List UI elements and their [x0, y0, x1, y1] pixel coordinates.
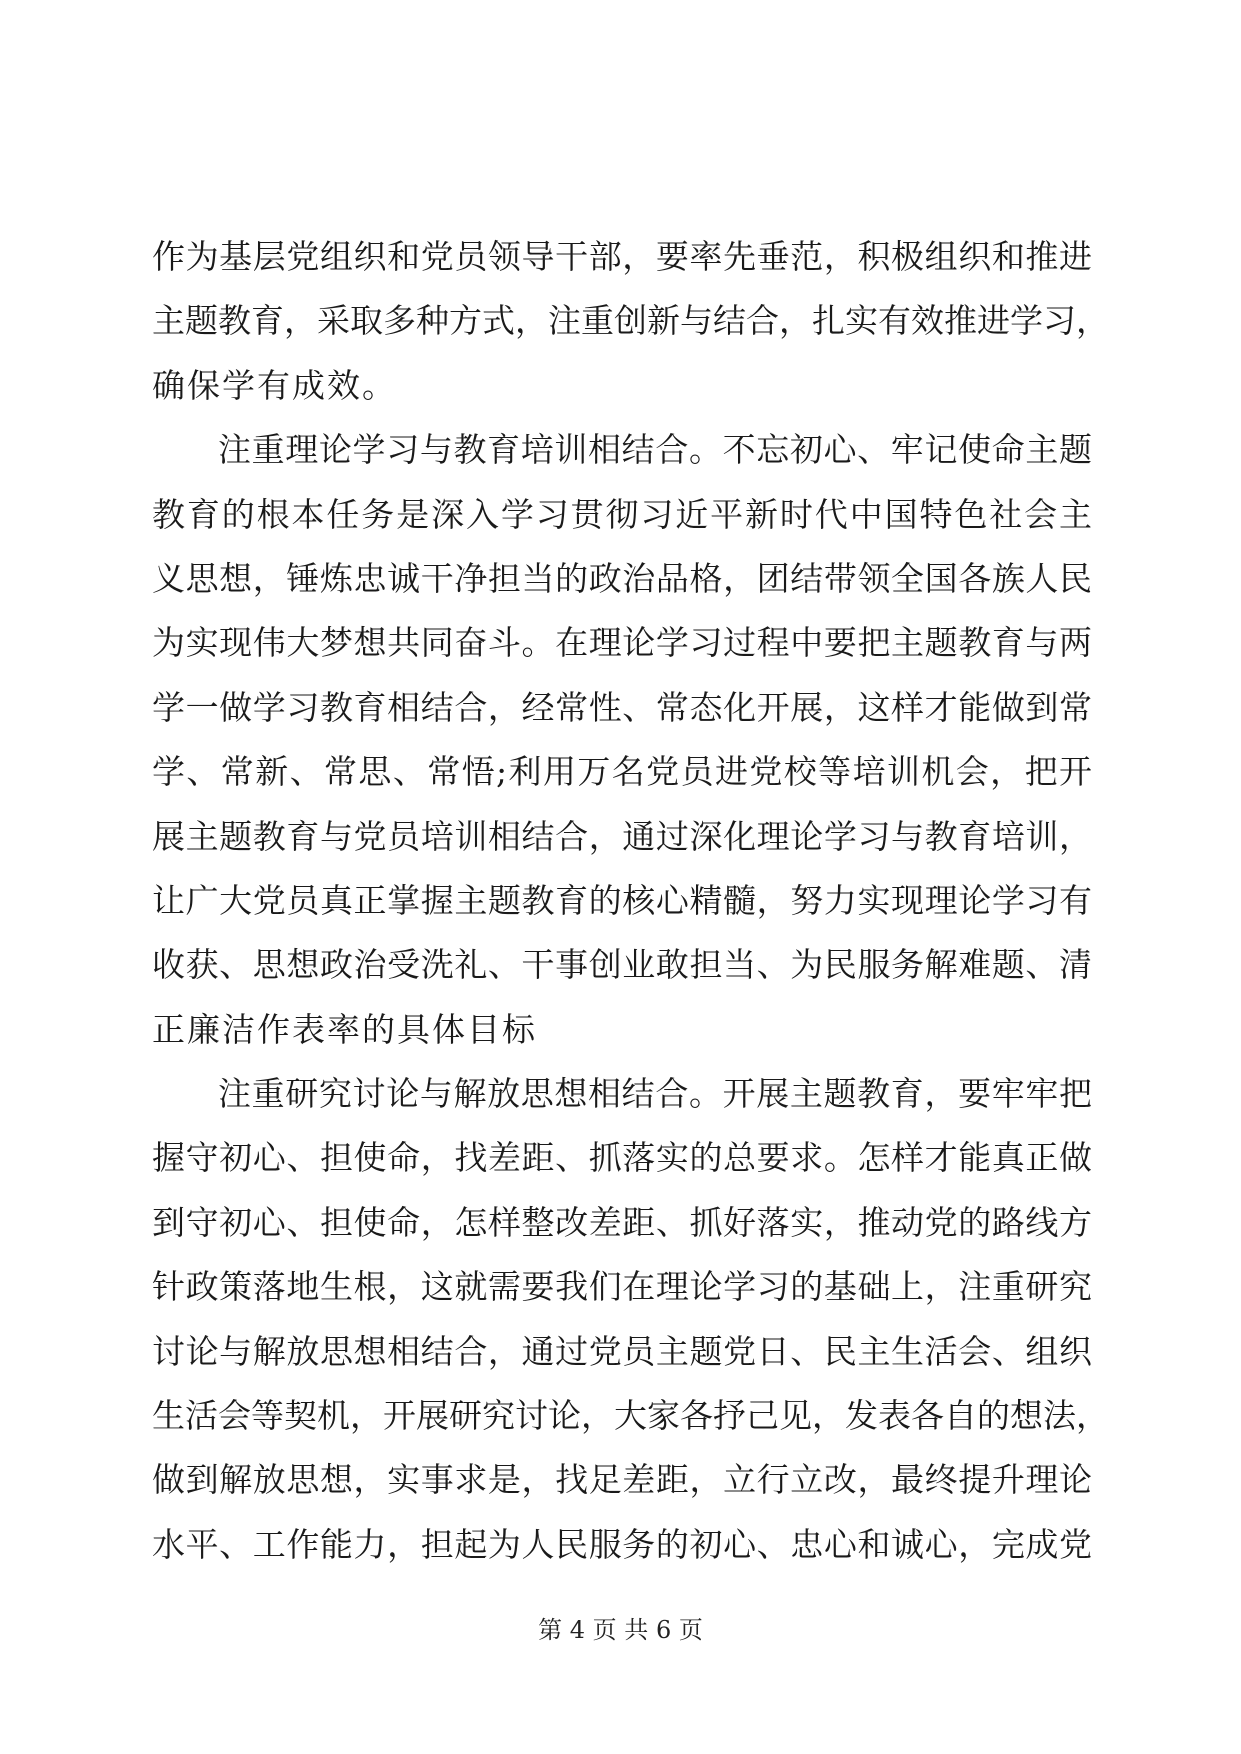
page-number-footer: 第 4 页 共 6 页 — [538, 1616, 703, 1644]
body-line: 主题教育，采取多种方式，注重创新与结合，扎实有效推进学习， — [152, 301, 1109, 341]
body-line: 作为基层党组织和党员领导干部，要率先垂范，积极组织和推进 — [152, 237, 1092, 276]
body-line: 收获、思想政治受洗礼、干事创业敢担当、为民服务解难题、清 — [152, 945, 1092, 985]
body-line: 生活会等契机，开展研究讨论，大家各抒己见，发表各自的想法， — [152, 1396, 1109, 1436]
document-body — [152, 225, 1109, 1577]
body-line: 为实现伟大梦想共同奋斗。在理论学习过程中要把主题教育与两 — [152, 623, 1092, 663]
body-line: 展主题教育与党员培训相结合，通过深化理论学习与教育培训， — [152, 816, 1092, 856]
body-line: 水平、工作能力，担起为人民服务的初心、忠心和诚心，完成党 — [152, 1524, 1092, 1564]
body-line: 学、常新、常思、常悟;利用万名党员进党校等培训机会，把开 — [152, 752, 1092, 792]
body-line: 针政策落地生根，这就需要我们在理论学习的基础上，注重研究 — [152, 1267, 1092, 1307]
body-line: 正廉洁作表率的具体目标 — [152, 1009, 537, 1049]
body-line: 讨论与解放思想相结合，通过党员主题党日、民主生活会、组织 — [152, 1331, 1092, 1371]
body-line: 到守初心、担使命，怎样整改差距、抓好落实，推动党的路线方 — [152, 1202, 1092, 1242]
body-line: 握守初心、担使命，找差距、抓落实的总要求。怎样才能真正做 — [152, 1138, 1092, 1178]
body-line: 做到解放思想，实事求是，找足差距，立行立改，最终提升理论 — [152, 1460, 1092, 1500]
body-line: 确保学有成效。 — [152, 365, 397, 405]
body-line: 义思想，锤炼忠诚干净担当的政治品格，团结带领全国各族人民 — [152, 558, 1092, 598]
paragraph-heading-line: 注重研究讨论与解放思想相结合。开展主题教育，要牢牢把 — [218, 1074, 1092, 1114]
body-line: 教育的根本任务是深入学习贯彻习近平新时代中国特色社会主 — [152, 494, 1092, 534]
body-line: 让广大党员真正掌握主题教育的核心精髓，努力实现理论学习有 — [152, 880, 1092, 920]
body-line: 学一做学习教育相结合，经常性、常态化开展，这样才能做到常 — [152, 687, 1092, 727]
paragraph-heading-line: 注重理论学习与教育培训相结合。不忘初心、牢记使命主题 — [218, 430, 1092, 470]
